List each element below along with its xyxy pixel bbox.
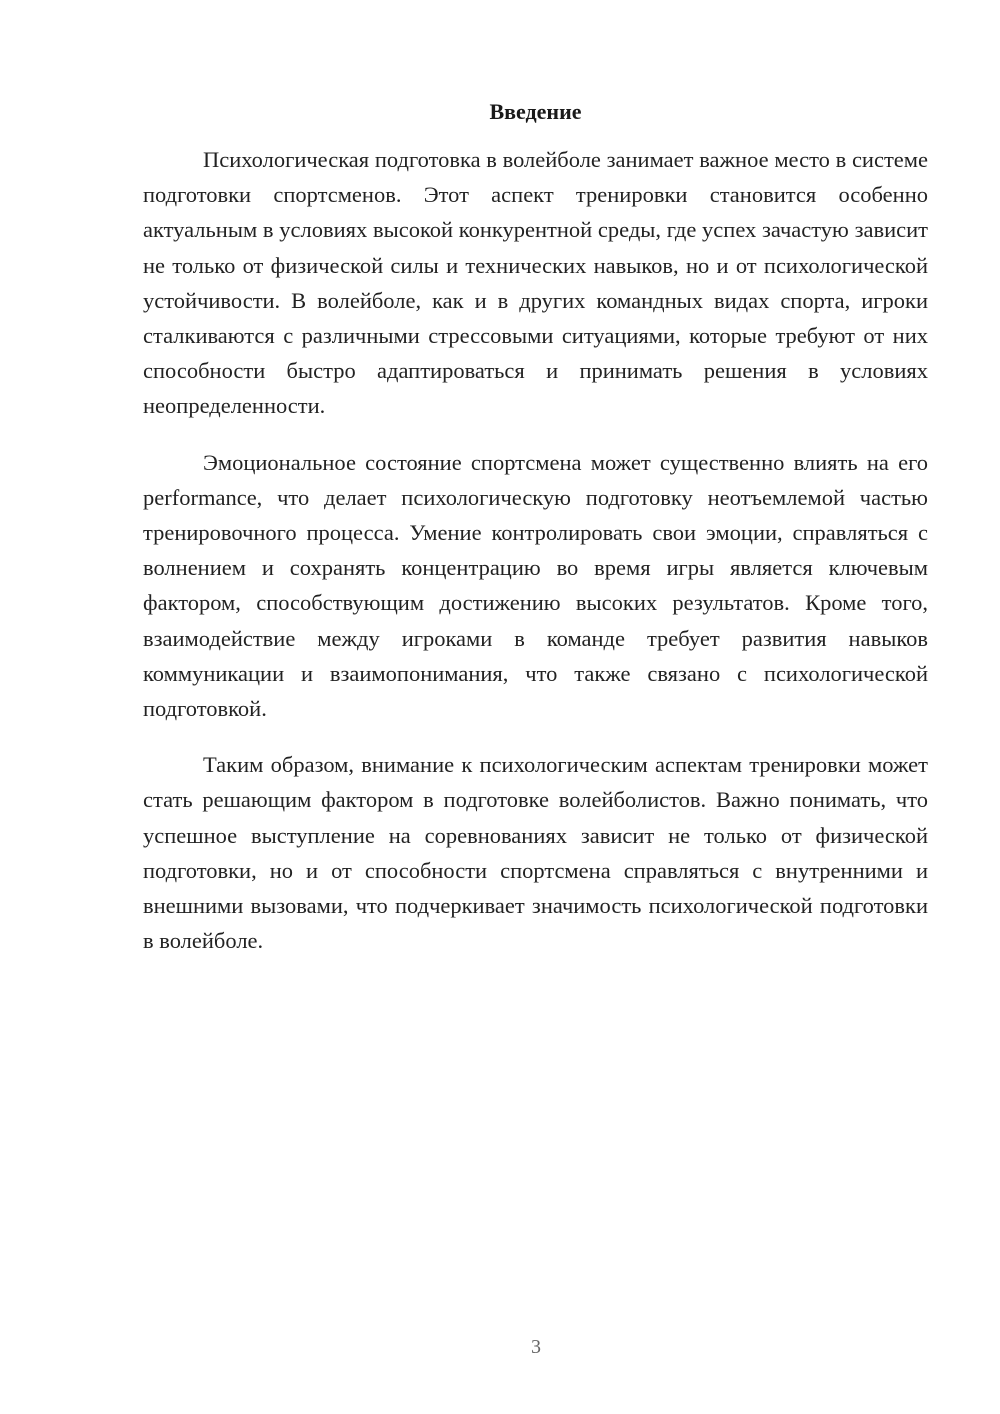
page-content xyxy=(143,96,928,979)
page-number: 3 xyxy=(531,1336,541,1358)
paragraph-3: Таким образом, внимание к психологическим аспектам тренировки может стать решающим фактором в подготовке волейболистов. Важно понимать, что успешное выступление на соревнованиях зависит не только от физической подготовки, но и от способности спортсмена справляться с внутренними и внешними вызовами, что подчеркивает значимость психологической подготовки в волейболе. xyxy=(143,752,928,954)
paragraph-2: Эмоциональное состояние спортсмена может существенно влиять на его performance, что делает психологическую подготовку неотъемлемой частью тренировочного процесса. Умение контролировать свои эмоции, справляться с волнением и сохранять концентрацию во время игры является ключевым фактором, способствующим достижению высоких результатов. Кроме того, взаимодействие между игроками в команде требует развития навыков коммуникации и взаимопонимания, что также связано с психологической подготовкой. xyxy=(143,449,928,722)
paragraph-1: Психологическая подготовка в волейболе занимает важное место в системе подготовки спортсменов. Этот аспект тренировки становится особенно актуальным в условиях высокой конкурентной среды, где успех зачастую зависит не только от физической силы и технических навыков, но и от психологической устойчивости. В волейболе, как и в других командных видах спорта, игроки сталкиваются с различными стрессовыми ситуациями, которые требуют от них способности быстро адаптироваться и принимать решения в условиях неопределенности. xyxy=(143,147,928,419)
section-heading: Введение xyxy=(489,99,582,124)
